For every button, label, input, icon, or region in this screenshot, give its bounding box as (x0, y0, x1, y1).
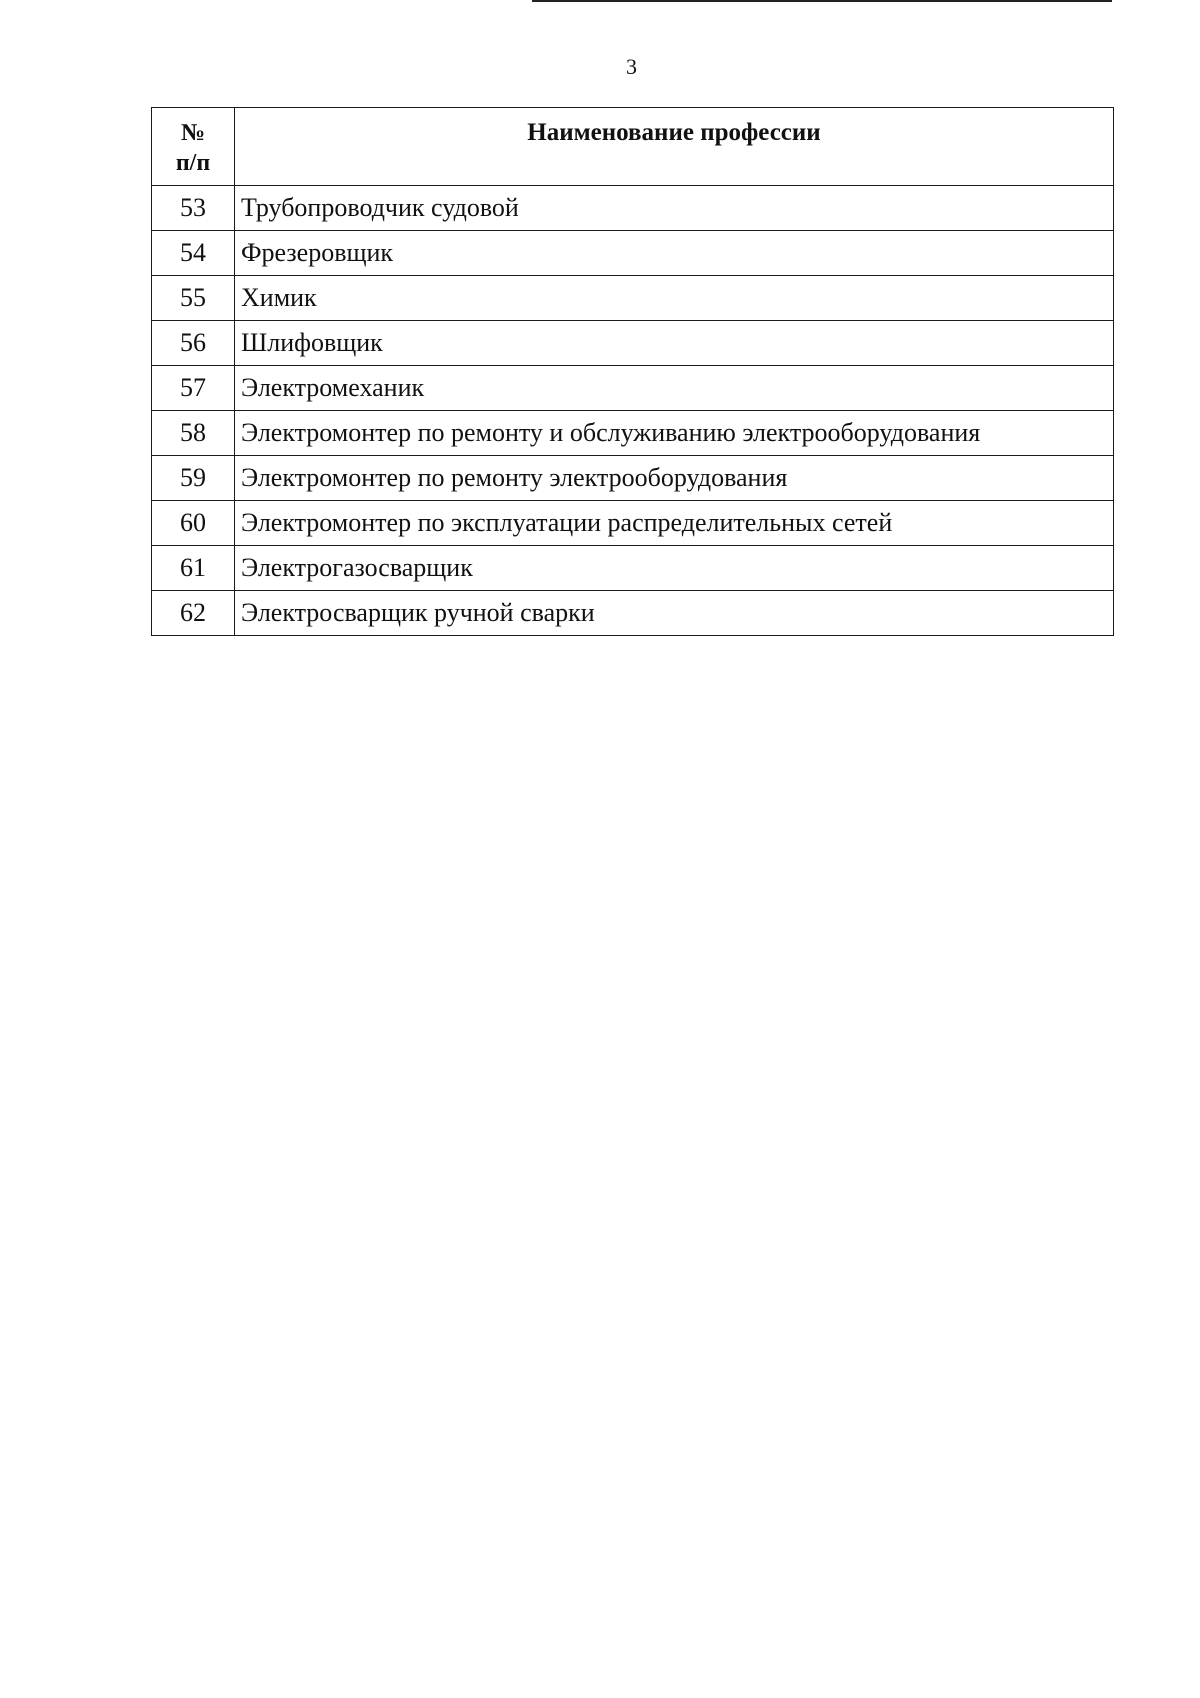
row-profession: Трубопроводчик судовой (235, 186, 1114, 231)
header-number-symbol: № (180, 120, 206, 146)
top-scan-rule (532, 0, 1112, 2)
table-row (152, 231, 1114, 276)
row-profession: Электромонтер по ремонту электрооборудования (235, 456, 1114, 501)
header-number-cell (152, 108, 235, 186)
row-profession: Химик (235, 276, 1114, 321)
header-profession-name: Наименование профессии (235, 108, 1114, 186)
professions-table (151, 107, 1114, 636)
table-row (152, 186, 1114, 231)
row-profession: Электромеханик (235, 366, 1114, 411)
row-number: 61 (152, 546, 235, 591)
header-number-abbrev: п/п (175, 150, 211, 176)
table-header-row (152, 108, 1114, 186)
row-number: 55 (152, 276, 235, 321)
row-profession: Электросварщик ручной сварки (235, 591, 1114, 636)
row-number: 53 (152, 186, 235, 231)
table-row (152, 591, 1114, 636)
row-profession: Фрезеровщик (235, 231, 1114, 276)
table-row (152, 366, 1114, 411)
row-number: 58 (152, 411, 235, 456)
row-number: 56 (152, 321, 235, 366)
row-number: 57 (152, 366, 235, 411)
row-number: 59 (152, 456, 235, 501)
table-row (152, 411, 1114, 456)
row-number: 54 (152, 231, 235, 276)
row-number: 62 (152, 591, 235, 636)
table-row (152, 456, 1114, 501)
table-row (152, 276, 1114, 321)
row-profession: Шлифовщик (235, 321, 1114, 366)
row-profession: Электромонтер по ремонту и обслуживанию электрооборудования (235, 411, 1114, 456)
row-profession: Электромонтер по эксплуатации распределительных сетей (235, 501, 1114, 546)
row-profession: Электрогазосварщик (235, 546, 1114, 591)
row-number: 60 (152, 501, 235, 546)
table-row (152, 321, 1114, 366)
table-row (152, 501, 1114, 546)
table-row (152, 546, 1114, 591)
page-number: 3 (626, 54, 637, 79)
